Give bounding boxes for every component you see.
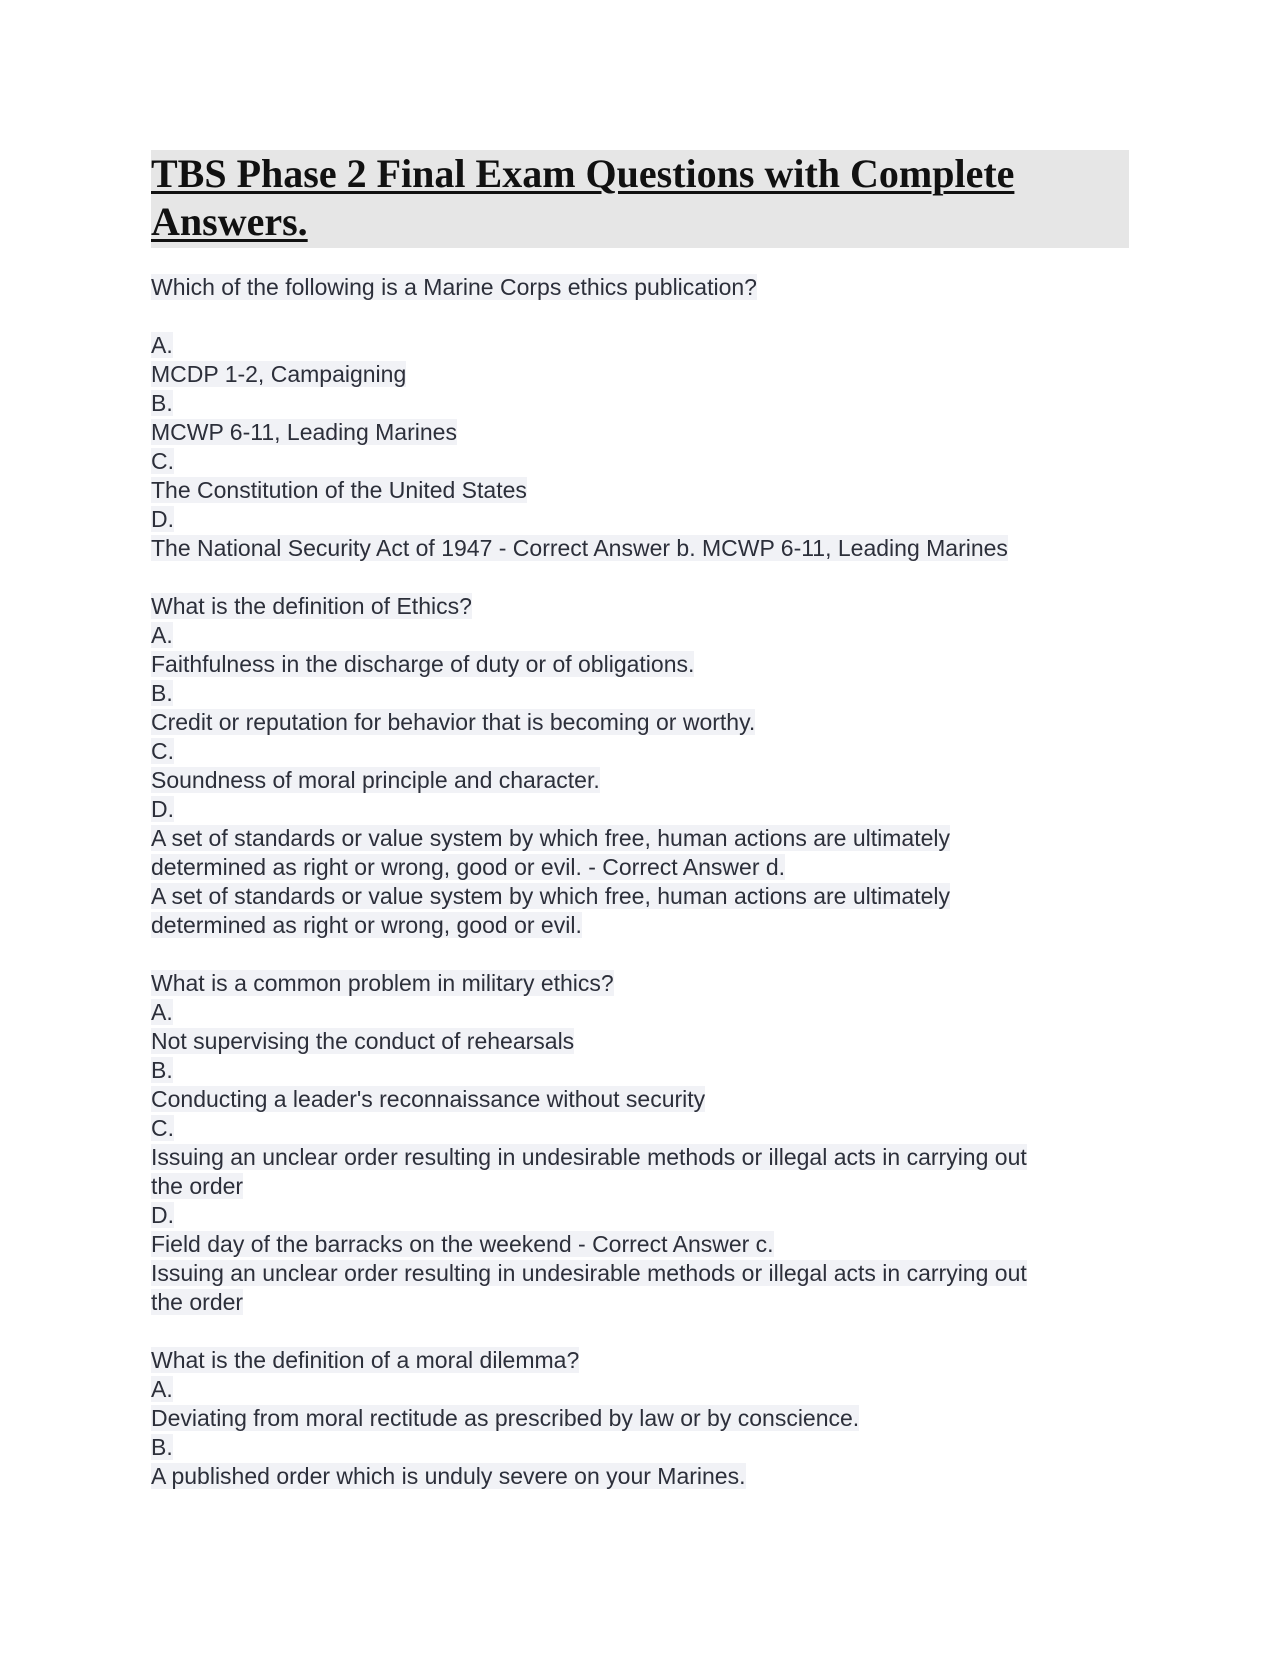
option-text: Conducting a leader's reconnaissance without security	[151, 1086, 706, 1112]
option-text: the order	[151, 1173, 244, 1199]
correct-answer-text: determined as right or wrong, good or evil.	[151, 912, 582, 938]
document-body	[151, 273, 1131, 1491]
option-label: A.	[151, 622, 173, 648]
correct-answer-text: Issuing an unclear order resulting in undesirable methods or illegal acts in carrying out	[151, 1260, 1027, 1286]
option-text: A published order which is unduly severe on your Marines.	[151, 1463, 746, 1489]
option-label: D.	[151, 1202, 174, 1228]
option-label: B.	[151, 680, 173, 706]
option-label: B.	[151, 1434, 173, 1460]
question-block	[151, 1346, 1131, 1491]
option-text-with-answer: Field day of the barracks on the weekend - Correct Answer c.	[151, 1231, 774, 1257]
option-text: MCWP 6-11, Leading Marines	[151, 419, 457, 445]
question-prompt: What is the definition of a moral dilemma?	[151, 1347, 580, 1373]
question-block	[151, 969, 1131, 1317]
option-label: D.	[151, 796, 174, 822]
option-text-with-answer: The National Security Act of 1947 - Correct Answer b. MCWP 6-11, Leading Marines	[151, 535, 1008, 561]
question-prompt: Which of the following is a Marine Corps ethics publication?	[151, 274, 757, 300]
question-prompt: What is the definition of Ethics?	[151, 593, 472, 619]
option-text: Faithfulness in the discharge of duty or of obligations.	[151, 651, 695, 677]
option-text: The Constitution of the United States	[151, 477, 527, 503]
option-label: A.	[151, 1376, 173, 1402]
question-prompt: What is a common problem in military ethics?	[151, 970, 614, 996]
option-label: A.	[151, 332, 173, 358]
option-text: Issuing an unclear order resulting in undesirable methods or illegal acts in carrying out	[151, 1144, 1027, 1170]
option-text: Credit or reputation for behavior that is becoming or worthy.	[151, 709, 756, 735]
option-text-with-answer: determined as right or wrong, good or evil. - Correct Answer d.	[151, 854, 786, 880]
option-text: MCDP 1-2, Campaigning	[151, 361, 407, 387]
option-text: A set of standards or value system by which free, human actions are ultimately	[151, 825, 950, 851]
option-label: B.	[151, 1057, 173, 1083]
option-label: C.	[151, 738, 174, 764]
option-text: Deviating from moral rectitude as prescribed by law or by conscience.	[151, 1405, 860, 1431]
option-text: Not supervising the conduct of rehearsals	[151, 1028, 575, 1054]
correct-answer-text: A set of standards or value system by which free, human actions are ultimately	[151, 883, 950, 909]
option-label: C.	[151, 448, 174, 474]
question-block	[151, 592, 1131, 940]
option-text: Soundness of moral principle and character.	[151, 767, 600, 793]
option-label: A.	[151, 999, 173, 1025]
page-title: TBS Phase 2 Final Exam Questions with Complete Answers.	[151, 151, 1015, 244]
option-label: D.	[151, 506, 174, 532]
option-label: B.	[151, 390, 173, 416]
option-label: C.	[151, 1115, 174, 1141]
question-block	[151, 273, 1131, 563]
correct-answer-text: the order	[151, 1289, 244, 1315]
